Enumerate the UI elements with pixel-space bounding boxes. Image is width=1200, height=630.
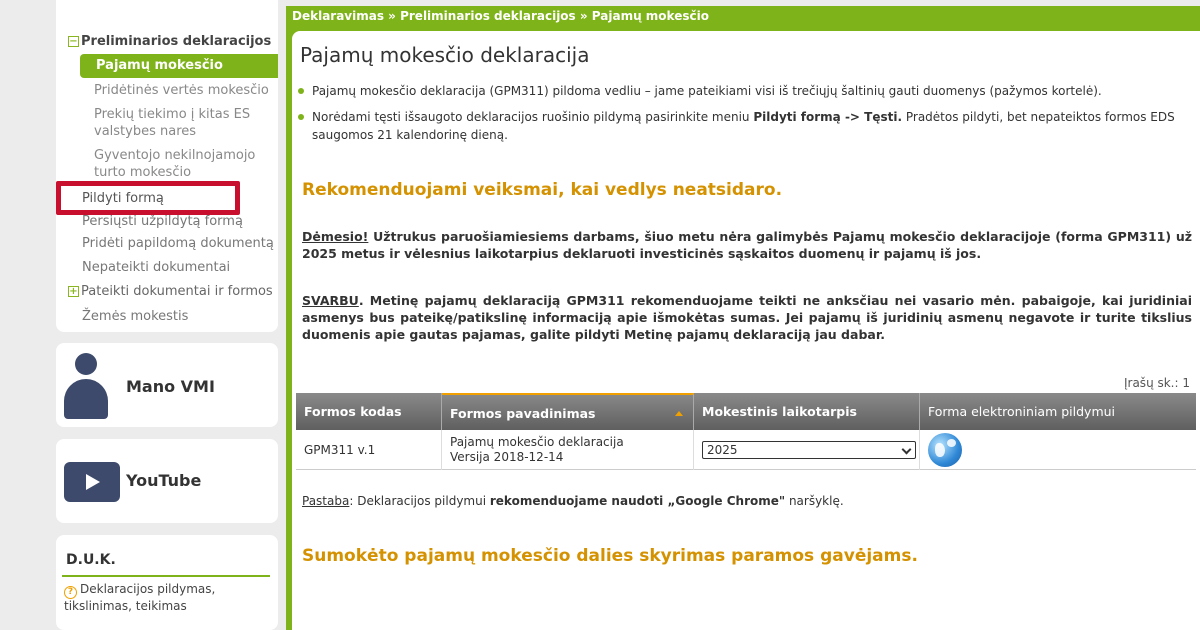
faq-link-text: Deklaracijos pildymas, tikslinimas, teikimas — [64, 582, 216, 613]
note-bold: rekomenduojame naudoti „Google Chrome" — [489, 494, 786, 508]
cell-period — [694, 430, 920, 470]
menu-item-add-document[interactable]: Pridėti papildomą dokumentą — [82, 236, 274, 251]
mano-vmi-card[interactable] — [56, 343, 278, 427]
cell-name — [442, 430, 694, 470]
menu-item-eu-supply[interactable]: Prekių tiekimo į kitas ES valstybes nares — [94, 107, 251, 139]
note — [302, 494, 844, 508]
breadcrumb: Deklaravimas » Preliminarios deklaracijos » Pajamų mokesčio — [292, 9, 709, 23]
col-name-label: Formos pavadinimas — [450, 406, 596, 421]
menu-group-label: Preliminarios deklaracijos — [81, 34, 272, 49]
info-bullet: Pajamų mokesčio deklaracija (GPM311) pildoma vedliu – jame pateikiami visi iš trečiųjų šaltinių gauti duomenys (pažymos kortelė). — [312, 82, 1182, 100]
youtube-card[interactable] — [56, 439, 278, 523]
col-electronic[interactable]: Forma elektroniniam pildymui — [928, 404, 1116, 419]
cell-code: GPM311 v.1 — [296, 430, 442, 470]
menu-item-fill-form[interactable]: Pildyti formą — [82, 191, 164, 206]
mano-vmi-label: Mano VMI — [126, 377, 215, 396]
sidebar — [56, 0, 278, 630]
notice-label: Dėmesio! — [302, 229, 369, 244]
period-select[interactable]: 2025 — [702, 441, 916, 459]
sort-asc-icon — [675, 411, 683, 416]
youtube-label: YouTube — [126, 471, 202, 490]
menu-item-income-tax[interactable]: Pajamų mokesčio — [80, 54, 278, 78]
cell-electronic — [920, 430, 1196, 470]
table-row — [296, 430, 1196, 470]
question-icon: ? — [64, 586, 77, 599]
menu-item-real-estate[interactable]: Gyventojo nekilnojamojo turto mokesčio — [94, 148, 256, 180]
info-bullet — [312, 108, 1182, 144]
faq-card — [56, 535, 278, 630]
col-period[interactable]: Mokestinis laikotarpis — [694, 393, 920, 430]
col-code[interactable]: Formos kodas — [296, 393, 442, 430]
menu-group-label: Pateikti dokumentai ir formos — [81, 284, 273, 299]
faq-divider — [62, 575, 270, 577]
record-count: Įrašų sk.: 1 — [1123, 376, 1190, 390]
page-title: Pajamų mokesčio deklaracija — [300, 43, 590, 67]
section-heading: Rekomenduojami veiksmai, kai vedlys neatsidaro. — [302, 180, 783, 200]
bullet-bold: Pildyti formą -> Tęsti. — [753, 110, 903, 124]
bullet-text: Pradėtos pildyti, bet nepateiktos formos EDS saugomos 21 kalendorinę dieną. — [312, 110, 1175, 142]
bullet-text: Norėdami tęsti išsaugoto deklaracijos ruošinio pildymą pasirinkite meniu — [312, 110, 754, 124]
section-heading: Sumokėto pajamų mokesčio dalies skyrimas paramos gavėjams. — [302, 546, 918, 566]
collapse-icon[interactable]: − — [69, 36, 78, 47]
menu-item-unsubmitted[interactable]: Nepateikti dokumentai — [82, 260, 231, 275]
notice-text: Užtrukus paruošiamiesiems darbams, šiuo metu nėra galimybės Pajamų mokesčio deklaracijoje (forma GPM311) už 2025 metus ir vėlesnius laikotarpius deklaruoti investicinės sąskaitos duomenų ir pajamų iš jos. — [302, 229, 1192, 261]
note-label: Pastaba — [302, 494, 350, 508]
important-text: . Metinę pajamų deklaraciją GPM311 rekomenduojame teikti ne anksčiau nei vasario mėn. pabaigoje, kai juridiniai asmenys bus pateikę/patikslinę informaciją apie išmokėtas sumas. Jei pajamų iš juridinių asmenų negavote ir turite tikslius duomenis apie gautas pajamas, galite pildyti Metinę pajamų deklaraciją jau dabar. — [302, 293, 1192, 342]
important-paragraph — [302, 292, 1192, 343]
expand-icon[interactable]: + — [69, 286, 78, 297]
menu-group-submitted[interactable] — [68, 284, 273, 299]
notice-paragraph — [302, 228, 1192, 262]
note-text: : Deklaracijos pildymui — [349, 494, 490, 508]
menu-item-send-form[interactable]: Persiųsti užpildytą formą — [82, 214, 243, 229]
faq-link[interactable] — [64, 582, 278, 614]
menu-item-vat[interactable]: Pridėtinės vertės mokesčio — [94, 83, 269, 98]
person-icon — [64, 353, 108, 417]
form-name: Pajamų mokesčio deklaracija — [450, 435, 624, 449]
content-area — [292, 31, 1200, 630]
menu-group-preliminary[interactable] — [68, 34, 271, 49]
col-name[interactable] — [442, 393, 694, 430]
important-label: SVARBU — [302, 293, 359, 308]
faq-title: D.U.K. — [66, 552, 116, 568]
sidebar-menu — [56, 0, 278, 332]
menu-item-land-tax[interactable]: Žemės mokestis — [82, 309, 189, 324]
table-header — [296, 393, 1196, 430]
globe-icon[interactable] — [928, 433, 962, 467]
main-panel — [286, 6, 1200, 630]
highlight-box — [56, 181, 240, 215]
note-text: naršyklę. — [785, 494, 844, 508]
form-version: Versija 2018-12-14 — [450, 450, 564, 464]
youtube-play-icon — [64, 462, 120, 502]
